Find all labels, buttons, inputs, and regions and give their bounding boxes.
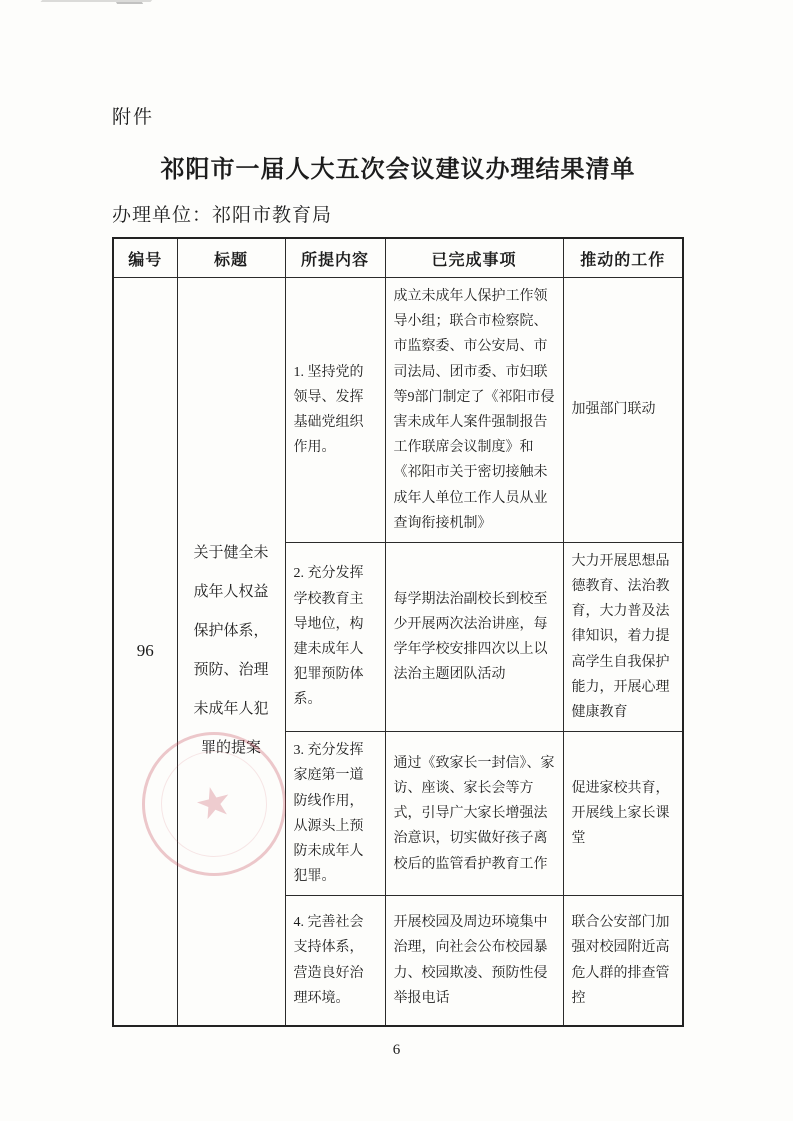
results-table: [112, 237, 684, 1027]
promoted-cell: 大力开展思想品德教育、法治教育，大力普及法律知识，着力提高学生自我保护能力，开展心理健康教育: [563, 542, 683, 731]
completed-cell: 成立未成年人保护工作领导小组；联合市检察院、市监察委、市公安局、市司法局、团市委、市妇联等9部门制定了《祁阳市侵害未成年人案件强制报告工作联席会议制度》和《祁阳市关于密切接触未成年人单位工作人员从业查询衔接机制》: [385, 278, 563, 543]
col-header-completed: 已完成事项: [385, 238, 563, 278]
proposal-number-cell: 96: [113, 278, 177, 1026]
col-header-number: 编号: [113, 238, 177, 278]
page-number: 6: [392, 1042, 401, 1058]
content-cell: 1. 坚持党的领导、发挥基础党组织作用。: [285, 278, 385, 543]
table-row: [113, 278, 683, 543]
promoted-cell: 促进家校共育，开展线上家长课堂: [563, 732, 683, 896]
content-cell: 2. 充分发挥学校教育主导地位，构建未成年人犯罪预防体系。: [285, 542, 385, 731]
document-content: [112, 102, 684, 1027]
seal-star-icon: ★: [190, 777, 238, 831]
promoted-cell: 加强部门联动: [563, 278, 683, 543]
table-header-row: [113, 238, 683, 278]
promoted-cell: 联合公安部门加强对校园附近高危人群的排查管控: [563, 896, 683, 1026]
proposal-title-cell: 关于健全未成年人权益保护体系，预防、治理未成年人犯罪的提案: [177, 278, 285, 1026]
completed-cell: 开展校园及周边环境集中治理，向社会公布校园暴力、校园欺凌、预防性侵举报电话: [385, 896, 563, 1026]
completed-cell: 通过《致家长一封信》、家访、座谈、家长会等方式，引导广大家长增强法治意识，切实做好孩子离校后的监管看护教育工作: [385, 732, 563, 896]
page-title: 祁阳市一届人大五次会议建议办理结果清单: [160, 157, 636, 183]
col-header-content: 所提内容: [285, 238, 385, 278]
attachment-label: 附件: [112, 107, 155, 128]
scan-artifact: [116, 2, 146, 9]
completed-cell: 每学期法治副校长到校至少开展两次法治讲座，每学年学校安排四次以上以法治主题团队活动: [385, 542, 563, 731]
content-cell: 4. 完善社会支持体系，营造良好治理环境。: [285, 896, 385, 1026]
content-cell: 3. 充分发挥家庭第一道防线作用，从源头上预防未成年人犯罪。: [285, 732, 385, 896]
handling-unit-label: 办理单位：祁阳市教育局: [112, 205, 333, 226]
col-header-title: 标题: [177, 238, 285, 278]
col-header-promoted: 推动的工作: [563, 238, 683, 278]
